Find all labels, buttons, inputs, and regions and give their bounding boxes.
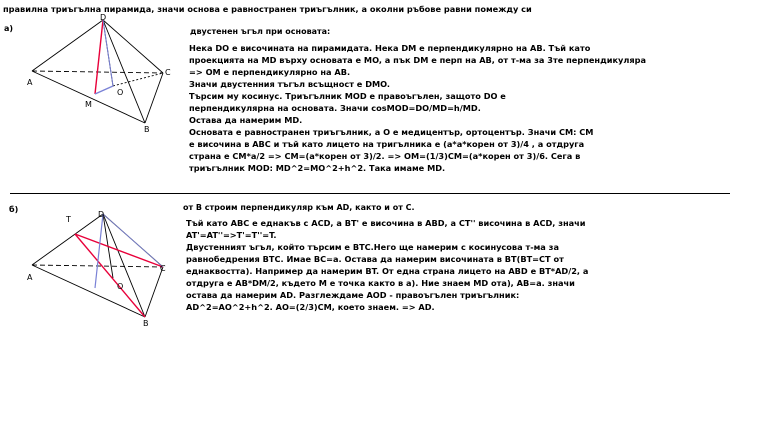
vertex-label-A: A	[27, 273, 33, 282]
page-title: правилна триъгълна пирамида, значи основа е равностранен триъгълник, а околни ръбове равни помежду си	[3, 4, 532, 14]
text-line: Търсим му косинус. Триъгълник MOD е правоъгълен, защото DO е	[189, 91, 506, 101]
text-line: Двустенният ъгъл, който търсим е BTC.Него ще намерим с косинусова т-ма за	[186, 242, 559, 252]
pyramid-figure-b	[25, 205, 195, 330]
vertex-label-C: C	[165, 68, 171, 77]
point-label-O: O	[117, 282, 124, 291]
text-line: е височина в ABC и тъй като лицето на тригълника е (a*a*корен от 3)/4 , а отдруга	[189, 139, 585, 149]
edge-BC	[145, 73, 163, 123]
section-divider	[10, 193, 730, 194]
vertex-label-D: D	[98, 210, 105, 219]
segment-DM-blue	[95, 214, 103, 288]
part-a-paragraph	[189, 42, 646, 174]
vertex-label-D: D	[100, 13, 107, 22]
segment-DM	[95, 20, 103, 94]
part-b-paragraph	[186, 217, 588, 313]
text-line: триъгълник MOD: MD^2=MO^2+h^2. Така имаме MD.	[189, 163, 446, 173]
segment-OC	[113, 73, 163, 86]
text-line: отдруга е AB*DM/2, където M е точка както в а). Ние знаем MD ота), AB=a. значи	[186, 278, 575, 288]
edge-DC	[103, 20, 163, 73]
point-label-M: M	[85, 100, 92, 109]
text-line: AT'=AT''=>T'=T''=T.	[186, 230, 277, 240]
text-line: Нека DO е височината на пирамидата. Нека DM е перпендикулярно на AB. Тъй като	[189, 43, 591, 53]
segment-diag-blue	[103, 214, 163, 267]
edge-AD	[32, 20, 103, 71]
edge-AB	[32, 265, 145, 317]
vertex-label-C: C	[160, 264, 166, 273]
edge-DB	[103, 214, 145, 317]
text-line: проекцията на MD върху основата е MO, а пък DM е перп на AB, от т-ма за 3те перпендикуляра	[189, 55, 646, 65]
point-label-O: O	[117, 88, 124, 97]
text-line: Значи двустенния тъгъл всъщност е DMO.	[189, 79, 391, 89]
pyramid-figure-a	[25, 13, 195, 138]
edge-BC	[145, 267, 163, 317]
vertex-label-B: B	[144, 125, 150, 134]
part-a-heading: двустенен ъгъл при основата:	[190, 27, 331, 36]
text-line: Остава да намерим MD.	[189, 115, 303, 125]
part-b-intro: от B строим перпендикуляр към AD, както и от C.	[183, 203, 415, 212]
text-line: => OM е перпендикулярно на AB.	[189, 67, 351, 77]
text-line: Тъй като ABC е еднакъв с ACD, а BT' е височина в ABD, а CT'' височина в ACD, значи	[186, 218, 586, 228]
text-line: еднаквостта). Например да намерим BT. От една страна лицето на ABD е BT*AD/2, а	[186, 266, 589, 276]
edge-DB	[103, 20, 145, 123]
vertex-label-A: A	[27, 78, 33, 87]
part-a-label: а)	[4, 24, 14, 33]
vertex-label-B: B	[143, 319, 149, 328]
point-label-T: T	[66, 215, 71, 224]
edge-AB	[32, 71, 145, 123]
text-line: остава да намерим AD. Разглеждаме AOD - правоъгълен триъгълник:	[186, 290, 520, 300]
segment-DO-blue	[103, 20, 113, 86]
text-line: AD^2=AO^2+h^2. AO=(2/3)CM, което знаем. => AD.	[186, 302, 435, 312]
text-line: равнобедрения BTC. Имаe BC=a. Остава да намерим височината в BT(BT=CT от	[186, 254, 564, 264]
segment-MO	[95, 86, 113, 94]
part-b-label: б)	[9, 205, 19, 214]
text-line: перпендикулярна на основата. Значи cosMOD=DO/MD=h/MD.	[189, 103, 481, 113]
text-line: Основата е равностранен триъгълник, а O е медицентър, ортоцентър. Значи CM: CM	[189, 127, 594, 137]
text-line: страна е CM*a/2 => CM=(a*корен от 3)/2. => OM=(1/3)CM=(a*корен от 3)/6. Сега в	[189, 151, 581, 161]
